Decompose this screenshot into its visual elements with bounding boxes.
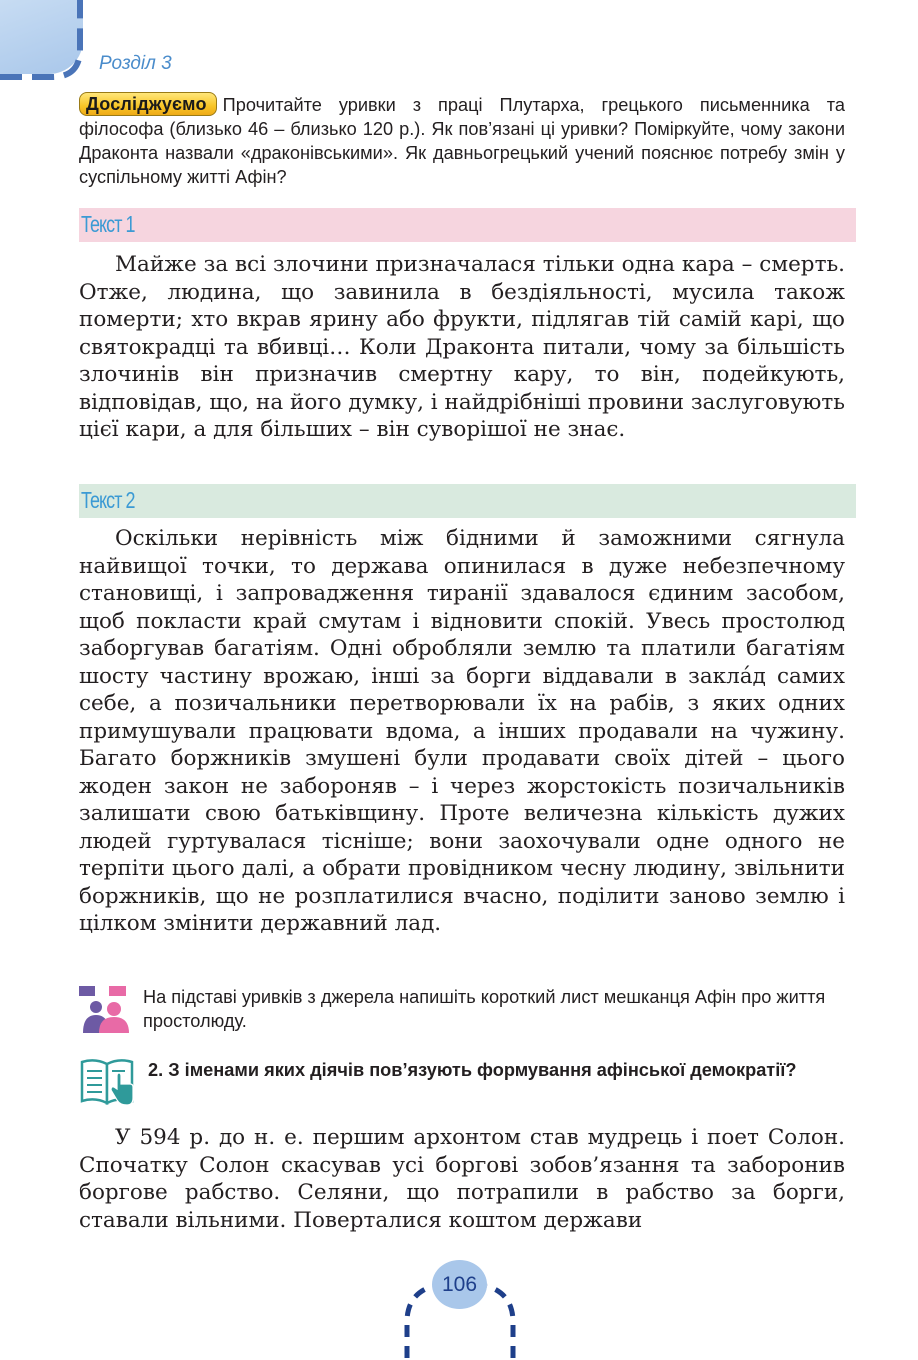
group-task-text: На підставі уривків з джерела напишіть короткий лист мешканця Афін про життя простолюду. bbox=[143, 987, 826, 1031]
text1-header bbox=[79, 208, 856, 242]
group-task bbox=[79, 983, 845, 1039]
text2-header bbox=[79, 484, 856, 518]
text2-heading: Текст 2 bbox=[81, 487, 135, 513]
page-number: 106 bbox=[432, 1260, 487, 1309]
group-work-icon bbox=[79, 985, 131, 1035]
explore-text: Прочитайте уривки з праці Плутарха, грецького письменника та філософа (близько 46 – близько 120 р.). Як пов’язані ці уривки? Поміркуйте, чому закони Драконта назвали «драконівськими». Як давньогрецький учений пояснює потребу змін у суспільному житті Афін? bbox=[79, 95, 845, 187]
explore-task bbox=[79, 92, 845, 189]
question-heading: 2. З іменами яких діячів пов’язують формування афінської демократії? bbox=[148, 1060, 797, 1080]
text1-heading: Текст 1 bbox=[81, 211, 135, 237]
question-block bbox=[79, 1056, 845, 1112]
book-hand-icon bbox=[79, 1056, 137, 1108]
corner-dash-decoration bbox=[0, 0, 95, 82]
answer-body: У 594 р. до н. е. першим архонтом став мудрець і поет Солон. Спочатку Солон скасував усі боргові зобов’язання та заборонив боргове рабство. Селяни, що потрапили в рабство за борги, ставали вільними. Поверталися коштом держави bbox=[79, 1125, 845, 1233]
section-label: Розділ 3 bbox=[99, 53, 172, 74]
explore-badge: Досліджуємо bbox=[79, 92, 217, 116]
text1-body: Майже за всі злочини призначалася тільки одна кара – смерть. Отже, людина, що завинила в бездіяльності, мусила також померти; хто вкрав ярину або фрукти, підлягав тій самій карі, що святокрадці та вбивці… Коли Драконта питали, чому за більшість злочинів він призначив смертну кару, то він, подейкують, відповідав, що, на його думку, і найдрібніші провини заслуговують цієї кари, а для більших – він суворішої не знає. bbox=[79, 252, 845, 442]
text2-body: Оскільки нерівність між бідними й заможними сягнула найвищої точки, то держава опинилася в дуже небезпечному становищі, і запровадження тиранії здавалося єдиним засобом, щоб покласти край смутам і відновити спокій. Увесь простолюд заборгував багатіям. Одні обробляли землю та платили багатіям шосту частину врожаю, інші за борги віддавали в закла́д самих себе, а позичальники перетворювали їх на рабів, з яких одних примушували працювати вдома, а інших продавали на чужину. Багато боржників змушені були продавати своїх дітей – цього жоден закон не забороняв – і через жорстокість позичальників залишати свою батьківщину. Проте величезна кількість дужих людей гуртувалася тісніше; вони заохочували одне одного не терпіти цього далі, а обрати провідником чесну людину, звільнити боржників, що не розплатилися вчасно, поділити заново землю і цілком змінити державний лад. bbox=[79, 526, 845, 936]
